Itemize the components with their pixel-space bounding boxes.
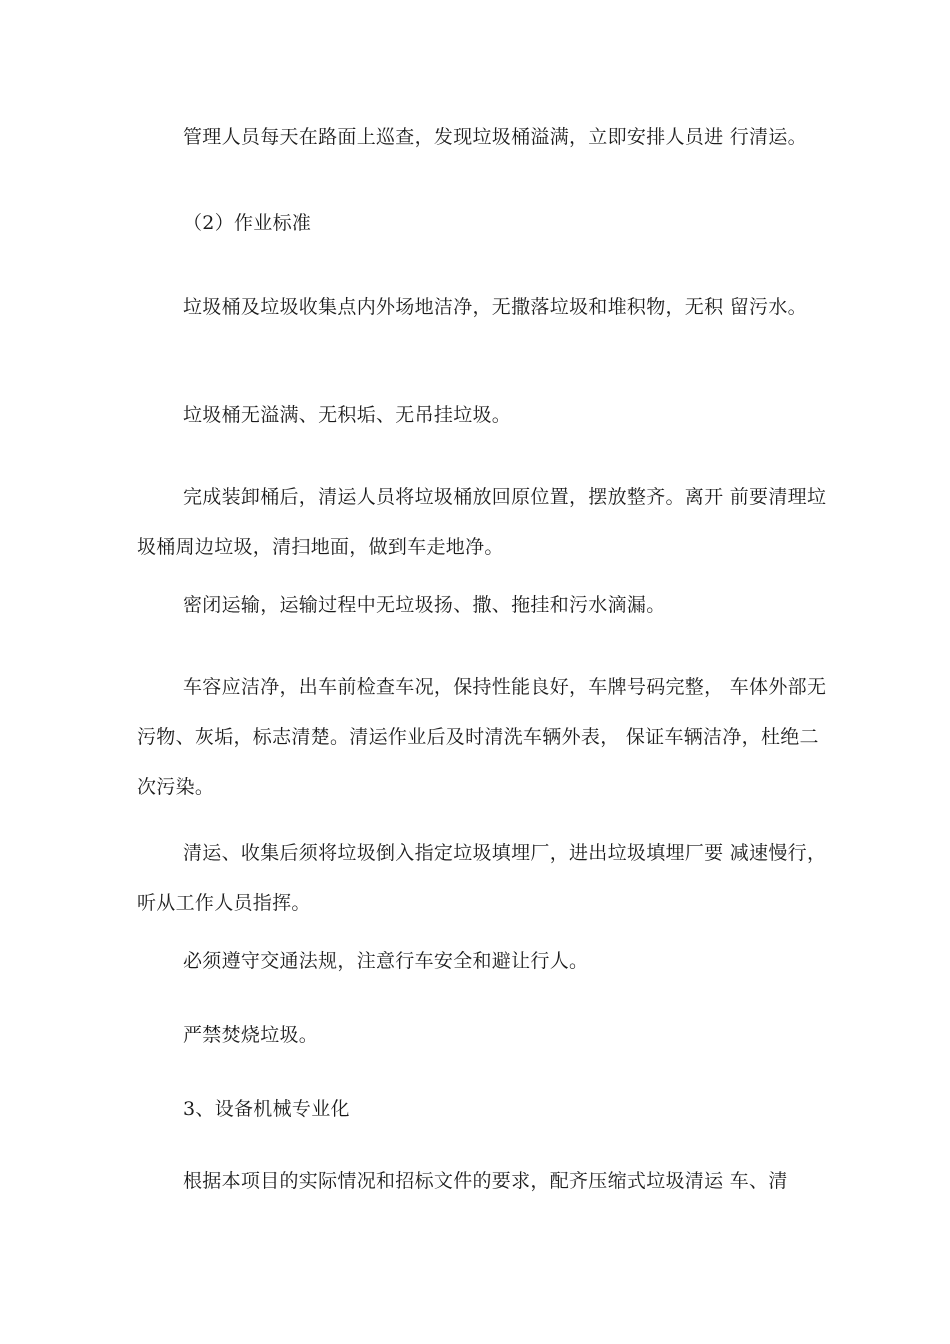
- paragraph: 必须遵守交通法规，注意行车安全和避让行人。: [183, 950, 589, 972]
- section-heading: （2）作业标准: [183, 212, 312, 234]
- paragraph: 垃圾桶无溢满、无积垢、无吊挂垃圾。: [183, 404, 512, 426]
- paragraph: 车容应洁净，出车前检查车况，保持性能良好，车牌号码完整， 车体外部无污物、灰垢，标志清楚。清运作业后及时清洗车辆外表， 保证车辆洁净，杜绝二次污染。: [137, 676, 827, 798]
- paragraph: 管理人员每天在路面上巡查，发现垃圾桶溢满，立即安排人员进 行清运。: [183, 126, 807, 148]
- paragraph: 严禁焚烧垃圾。: [183, 1024, 319, 1046]
- paragraph: 根据本项目的实际情况和招标文件的要求，配齐压缩式垃圾清运 车、清: [183, 1170, 788, 1192]
- section-heading: 3、设备机械专业化: [183, 1098, 350, 1120]
- paragraph: 清运、收集后须将垃圾倒入指定垃圾填埋厂，进出垃圾填埋厂要 减速慢行，听从工作人员指挥。: [137, 842, 827, 914]
- paragraph: 密闭运输，运输过程中无垃圾扬、撒、拖挂和污水滴漏。: [183, 594, 666, 616]
- paragraph: 完成装卸桶后，清运人员将垃圾桶放回原位置，摆放整齐。离开 前要清理垃圾桶周边垃圾，清扫地面，做到车走地净。: [137, 486, 827, 558]
- paragraph: 垃圾桶及垃圾收集点内外场地洁净，无撒落垃圾和堆积物，无积 留污水。: [183, 296, 807, 318]
